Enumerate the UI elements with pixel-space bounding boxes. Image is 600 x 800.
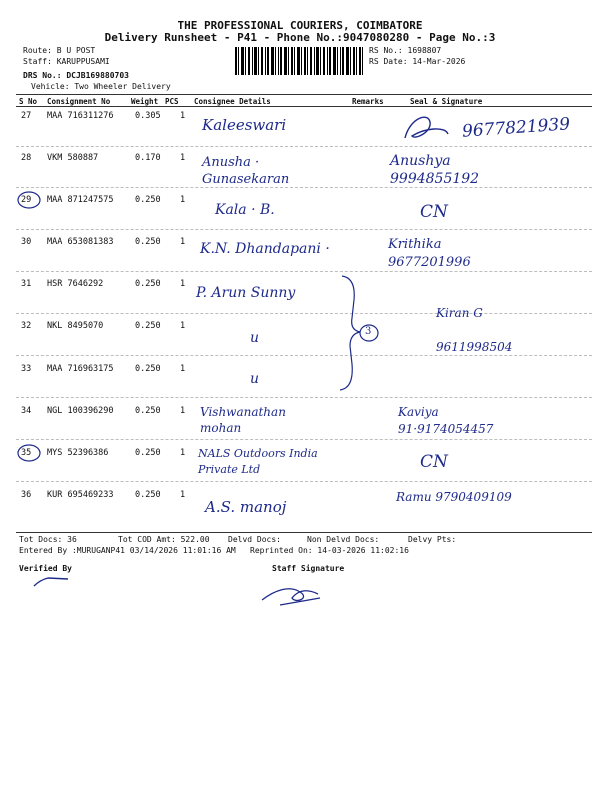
entered-by: Entered By :MURUGANP41 03/14/2026 11:01:16 AM <box>19 546 236 555</box>
col-pcs: PCS <box>165 97 179 106</box>
col-weight: Weight <box>131 97 159 106</box>
row-pcs: 1 <box>180 406 186 416</box>
row-sno: 32 <box>21 321 32 331</box>
row-sno: 35 <box>21 448 32 458</box>
row-pcs: 1 <box>180 448 186 458</box>
reprinted-on: Reprinted On: 14-03-2026 11:02:16 <box>250 546 409 555</box>
tot-docs: Tot Docs: 36 <box>19 535 77 544</box>
col-consignee: Consignee Details <box>194 97 271 106</box>
row-weight: 0.250 <box>135 321 161 331</box>
row-weight: 0.250 <box>135 364 161 374</box>
row-sno: 29 <box>21 195 32 205</box>
row-weight: 0.250 <box>135 406 161 416</box>
row-signature: CN <box>420 202 448 222</box>
row-sno: 30 <box>21 237 32 247</box>
bracket-note: 3 <box>365 326 372 337</box>
row-consignment: NGL 100396290 <box>47 406 114 416</box>
row-sno: 31 <box>21 279 32 289</box>
row-consignment: MAA 653081383 <box>47 237 114 247</box>
row-weight: 0.250 <box>135 279 161 289</box>
delvy-pts: Delvy Pts: <box>408 535 457 544</box>
row-consignee: u <box>250 371 260 387</box>
footer-top-rule <box>16 532 592 533</box>
row-pcs: 1 <box>180 490 186 500</box>
row-pcs: 1 <box>180 153 186 163</box>
drs-number: DRS No.: DCJB169880703 <box>23 71 129 80</box>
col-sno: S No <box>19 97 38 106</box>
row-consignee: u <box>250 330 260 346</box>
col-remarks: Remarks <box>352 97 384 106</box>
col-consignment: Consignment No <box>47 97 111 106</box>
row-signature: CN <box>420 452 448 472</box>
row-sno: 34 <box>21 406 32 416</box>
row-consignment: NKL 8495070 <box>47 321 104 331</box>
row-weight: 0.250 <box>135 237 161 247</box>
row-weight: 0.250 <box>135 448 161 458</box>
row-consignee: A.S. manoj <box>205 498 287 516</box>
row-consignee: Anusha · Gunasekaran <box>202 155 290 187</box>
row-signature: Kiran G 9611998504 <box>436 306 513 354</box>
row-consignment: MYS 52396386 <box>47 448 109 458</box>
verified-by: Verified By <box>19 564 72 573</box>
row-pcs: 1 <box>180 237 186 247</box>
staff-signature-stroke <box>262 589 320 605</box>
row-sno: 36 <box>21 490 32 500</box>
row-consignment: MAA 716963175 <box>47 364 114 374</box>
runsheet-subtitle: Delivery Runsheet - P41 - Phone No.:9047080280 - Page No.:3 <box>104 31 496 44</box>
row-pcs: 1 <box>180 111 186 121</box>
col-seal-signature: Seal & Signature <box>410 97 483 106</box>
row-signature: Kaviya 91·9174054457 <box>398 405 494 436</box>
row-consignee: Kaleeswari <box>202 116 287 134</box>
row-sno: 33 <box>21 364 32 374</box>
delvd-docs: Delvd Docs: <box>228 535 281 544</box>
row-weight: 0.170 <box>135 153 161 163</box>
company-title: THE PROFESSIONAL COURIERS, COIMBATORE <box>177 19 423 32</box>
row-signature: Krithika 9677201996 <box>388 237 471 270</box>
tot-cod: Tot COD Amt: 522.00 <box>118 535 210 544</box>
non-delvd-docs: Non Delvd Docs: <box>307 535 380 544</box>
rs-number: RS No.: 1698807 <box>369 46 442 55</box>
row-signature: Ramu 9790409109 <box>396 490 512 504</box>
row-weight: 0.250 <box>135 490 161 500</box>
row-weight: 0.305 <box>135 111 161 121</box>
row-consignee: K.N. Dhandapani · <box>200 241 330 257</box>
row-pcs: 1 <box>180 195 186 205</box>
row-pcs: 1 <box>180 279 186 289</box>
row-pcs: 1 <box>180 321 186 331</box>
row-signature: Anushya 9994855192 <box>390 153 480 187</box>
circle-mark-29 <box>18 192 40 208</box>
vehicle-label: Vehicle: Two Wheeler Delivery <box>31 82 171 91</box>
rs-date: RS Date: 14-Mar-2026 <box>369 57 466 66</box>
row-pcs: 1 <box>180 364 186 374</box>
bracket-mark <box>340 276 360 390</box>
row-consignment: MAA 871247575 <box>47 195 114 205</box>
verified-signature-stroke <box>34 578 68 586</box>
signature-stroke-27 <box>405 117 448 138</box>
row-consignee: P. Arun Sunny <box>196 285 296 301</box>
row-sno: 28 <box>21 153 32 163</box>
row-consignment: HSR 7646292 <box>47 279 104 289</box>
row-consignee: Kala · B. <box>215 202 275 218</box>
row-consignee: NALS Outdoors India Private Ltd <box>198 447 318 476</box>
row-signature: 9677821939 <box>461 114 571 142</box>
row-consignment: KUR 695469233 <box>47 490 114 500</box>
row-consignment: MAA 716311276 <box>47 111 114 121</box>
route-label: Route: B U POST <box>23 46 96 55</box>
row-sno: 27 <box>21 111 32 121</box>
staff-signature-label: Staff Signature <box>272 564 345 573</box>
circle-mark-35 <box>18 445 40 461</box>
row-consignee: Vishwanathan mohan <box>200 405 286 435</box>
row-consignment: VKM 580887 <box>47 153 99 163</box>
staff-label: Staff: KARUPPUSAMI <box>23 57 110 66</box>
row-weight: 0.250 <box>135 195 161 205</box>
